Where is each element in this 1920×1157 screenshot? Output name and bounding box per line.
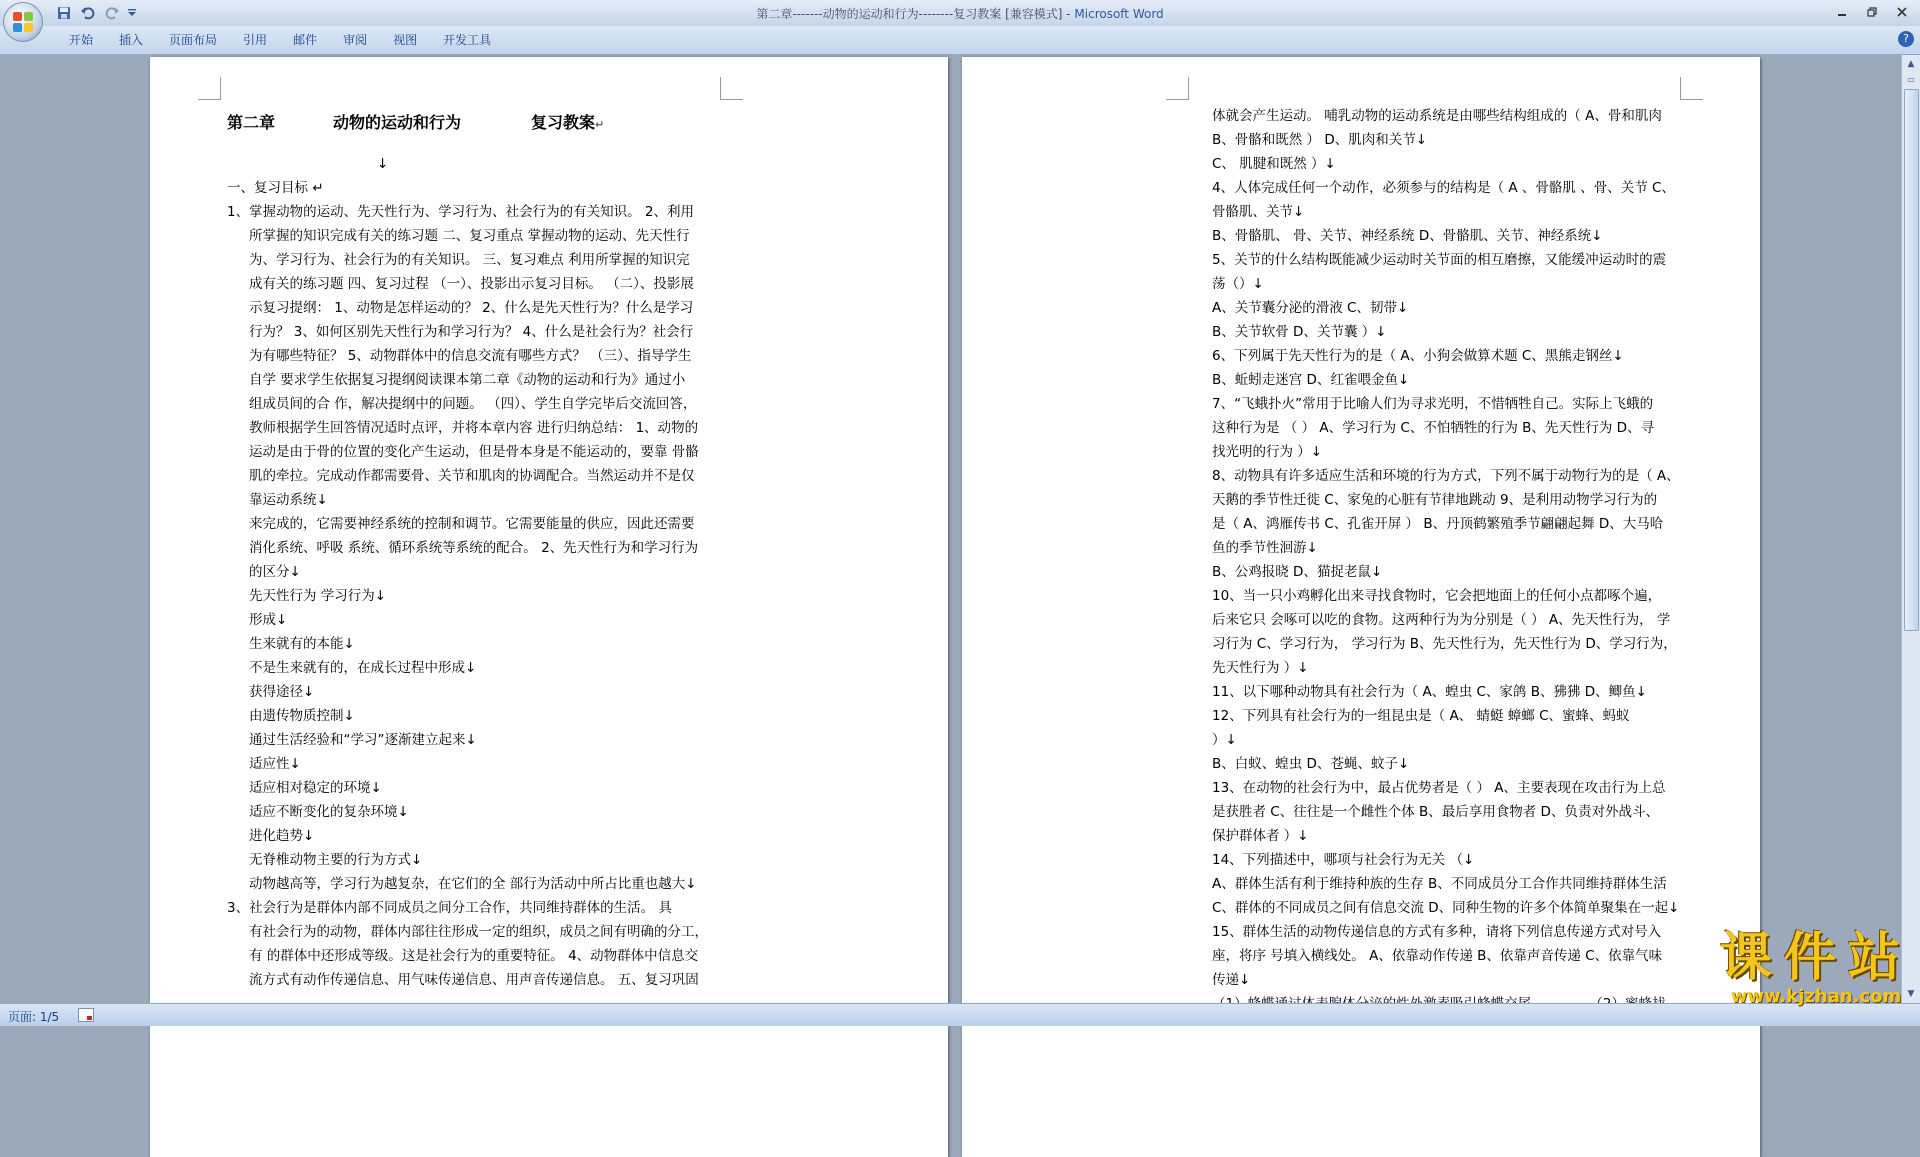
text-line: C、群体的不同成员之间有信息交流 D、同种生物的许多个体简单聚集在一起↓ — [1212, 900, 1680, 916]
text-line: 8、动物具有许多适应生活和环境的行为方式，下列不属于动物行为的是（ A、 — [1212, 468, 1680, 484]
document-heading: 第二章 动物的运动和行为 复习教案↵ — [227, 110, 708, 138]
window-controls — [1828, 2, 1916, 22]
text-line: 由遗传物质控制↓ — [249, 708, 355, 724]
text-line: 3、社会行为是群体内部不同成员之间分工合作，共同维持群体的生活。 具 — [227, 900, 672, 916]
text-line: 这种行为是 （ ） A、学习行为 C、不怕牺牲的行为 B、先天性行为 D、寻 — [1212, 420, 1655, 436]
text-line: 流方式有动作传递信息、用气味传递信息、用声音传递信息。 五、复习巩固 — [249, 972, 699, 988]
text-line: 靠运动系统↓ — [249, 492, 328, 508]
text-line: 找光明的行为 ）↓ — [1212, 444, 1323, 460]
text-line: A、关节囊分泌的滑液 C、韧带↓ — [1212, 300, 1409, 316]
tab-developer[interactable]: 开发工具 — [443, 33, 492, 47]
minimize-button[interactable] — [1828, 2, 1856, 22]
restore-icon — [1867, 7, 1877, 17]
text-line: 15、群体生活的动物传递信息的方式有多种，请将下列信息传递方式对号入 — [1212, 924, 1662, 940]
minimize-icon — [1837, 7, 1847, 17]
text-line: 10、当一只小鸡孵化出来寻找食物时，它会把地面上的任何小点都啄个遍， — [1212, 588, 1662, 604]
text-line: ↓ — [377, 156, 389, 172]
window-title — [0, 5, 1920, 22]
text-line: 进化趋势↓ — [249, 828, 315, 844]
scroll-up-button[interactable]: ▲ — [1907, 59, 1915, 69]
text-line: 消化系统、呼吸 系统、循环系统等系统的配合。 2、先天性行为和学习行为 — [249, 540, 699, 556]
office-button[interactable] — [3, 2, 43, 42]
text-line: 动物越高等，学习行为越复杂，在它们的全 部行为活动中所占比重也越大↓ — [249, 876, 697, 892]
office-logo-yellow-quadrant — [24, 23, 33, 32]
text-line: B、骨骼和既然 ） D、肌肉和关节↓ — [1212, 132, 1428, 148]
title-bar — [0, 0, 1920, 26]
text-line: 为、学习行为、社会行为的有关知识。 三、复习难点 利用所掌握的知识完 — [249, 252, 690, 268]
close-icon — [1897, 7, 1907, 17]
text-line: 有社会行为的动物，群体内部往往形成一定的组织，成员之间有明确的分工， — [249, 924, 708, 940]
proofing-status-icon[interactable] — [78, 1008, 94, 1022]
tab-mailings[interactable]: 邮件 — [293, 33, 318, 47]
margin-corner-top-right — [1680, 77, 1703, 100]
text-line: 适应性↓ — [249, 756, 301, 772]
tab-view[interactable]: 视图 — [393, 33, 418, 47]
text-line: 为有哪些特征？ 5、动物群体中的信息交流有哪些方式？ （三）、指导学生 — [249, 348, 692, 364]
text-line: 1、掌握动物的运动、先天性行为、学习行为、社会行为的有关知识。 2、利用 — [227, 204, 694, 220]
text-line: 体就会产生运动。 哺乳动物的运动系统是由哪些结构组成的（ A、骨和肌肉 — [1212, 108, 1662, 124]
text-line: 12、下列具有社会行为的一组昆虫是（ A、 蜻蜓 蟑螂 C、蜜蜂、蚂蚁 — [1212, 708, 1630, 724]
restore-button[interactable] — [1858, 2, 1886, 22]
ruler-toggle-button[interactable]: ▭ — [1907, 75, 1915, 84]
heading-type: 复习教案 — [531, 113, 596, 132]
vertical-scrollbar[interactable] — [1901, 55, 1920, 1003]
text-line: 生来就有的本能↓ — [249, 636, 355, 652]
margin-corner-top-right — [720, 77, 743, 100]
watermark-text: 课件站 — [1719, 928, 1912, 988]
text-line: 获得途径↓ — [249, 684, 315, 700]
text-line: 所掌握的知识完成有关的练习题 二、复习重点 掌握动物的运动、先天性行 — [249, 228, 690, 244]
text-line: 后来它只 会啄可以吃的食物。这两种行为为分别是（ ） A、先天性行为， 学 — [1212, 612, 1671, 628]
office-logo-green-quadrant — [24, 12, 33, 21]
text-line: 是（ A、鸿雁传书 C、孔雀开屏 ） B、丹顶鹤繁殖季节翩翩起舞 D、大马哈 — [1212, 516, 1664, 532]
text-line: 示复习提纲： 1、动物是怎样运动的？ 2、什么是先天性行为？什么是学习 — [249, 300, 694, 316]
page-1-text[interactable] — [227, 110, 708, 992]
text-line: 无脊椎动物主要的行为方式↓ — [249, 852, 423, 868]
text-line: 的区分↓ — [249, 564, 301, 580]
text-line: 荡（）↓ — [1212, 276, 1264, 292]
text-line: 7、“飞蛾扑火”常用于比喻人们为寻求光明，不惜牺牲自己。实际上飞蛾的 — [1212, 396, 1654, 412]
tab-insert[interactable]: 插入 — [119, 33, 144, 47]
text-line: 组成员间的合 作，解决提纲中的问题。 （四）、学生自学完毕后交流回答， — [249, 396, 697, 412]
ribbon-tabs — [56, 30, 504, 50]
text-line: C、 肌腱和既然 ）↓ — [1212, 156, 1336, 172]
office-logo-red-quadrant — [13, 12, 22, 21]
page-2-text[interactable] — [1212, 104, 1680, 1016]
status-page-number[interactable]: 页面: 1/5 — [8, 1010, 60, 1024]
text-line: 13、在动物的社会行为中，最占优势者是（ ） A、主要表现在攻击行为上总 — [1212, 780, 1666, 796]
text-line: 教师根据学生回答情况适时点评，并将本章内容 进行归纳总结： 1、动物的 — [249, 420, 699, 436]
scrollbar-thumb[interactable] — [1904, 89, 1919, 631]
text-line: 鱼的季节性洄游↓ — [1212, 540, 1318, 556]
margin-corner-top-left — [198, 77, 221, 100]
status-bar — [0, 1003, 1920, 1026]
text-line: B、白蚁、蝗虫 D、苍蝇、蚊子↓ — [1212, 756, 1410, 772]
office-logo-blue-quadrant — [13, 23, 22, 32]
text-line: 骨骼肌、关节↓ — [1212, 204, 1305, 220]
text-line: 适应相对稳定的环境↓ — [249, 780, 382, 796]
text-line: 成有关的练习题 四、复习过程 （一）、投影出示复习目标。 （二）、投影展 — [249, 276, 694, 292]
scroll-down-button[interactable]: ▼ — [1907, 989, 1915, 999]
watermark-url: www.kjzhan.com — [1730, 986, 1902, 1007]
text-line: 不是生来就有的，在成长过程中形成↓ — [249, 660, 477, 676]
help-icon: ? — [1903, 32, 1909, 45]
site-watermark — [1720, 928, 1912, 1007]
text-line: 4、人体完成任何一个动作，必须参与的结构是（ A 、骨骼肌 、骨、关节 C、 — [1212, 180, 1675, 196]
text-line: 有 的群体中还形成等级。这是社会行为的重要特征。 4、动物群体中信息交 — [249, 948, 699, 964]
tab-page-layout[interactable]: 页面布局 — [169, 33, 218, 47]
text-line: 6、下列属于先天性行为的是（ A、小狗会做算术题 C、黑熊走钢丝↓ — [1212, 348, 1624, 364]
tab-review[interactable]: 审阅 — [343, 33, 368, 47]
text-line: 传递↓ — [1212, 972, 1251, 988]
text-line: 天鹅的季节性迁徙 C、家兔的心脏有节律地跳动 9、是利用动物学习行为的 — [1212, 492, 1658, 508]
text-line: 运动是由于骨的位置的变化产生运动，但是骨本身是不能运动的，要靠 骨骼 — [249, 444, 699, 460]
document-area[interactable] — [0, 55, 1902, 1003]
document-page-1[interactable] — [150, 57, 948, 1157]
help-button[interactable] — [1898, 31, 1914, 47]
office-logo-icon — [13, 12, 33, 32]
text-line: 5、关节的什么结构既能减少运动时关节面的相互磨擦，又能缓冲运动时的震 — [1212, 252, 1667, 268]
ribbon-tab-bar — [0, 26, 1920, 55]
text-line: 保护群体者 ）↓ — [1212, 828, 1309, 844]
text-line: ）↓ — [1212, 732, 1237, 748]
text-line: 适应不断变化的复杂环境↓ — [249, 804, 409, 820]
text-line: 是获胜者 C、往往是一个雌性个体 B、最后享用食物者 D、负责对外战斗、 — [1212, 804, 1659, 820]
margin-corner-top-left — [1166, 77, 1189, 100]
close-button[interactable] — [1888, 2, 1916, 22]
text-line: A、群体生活有利于维持种族的生存 B、不同成员分工合作共同维持群体生活 — [1212, 876, 1667, 892]
tab-home[interactable]: 开始 — [69, 33, 94, 47]
text-line: 11、以下哪种动物具有社会行为（ A、蝗虫 C、家鸽 B、狒狒 D、鲫鱼↓ — [1212, 684, 1647, 700]
text-line: 通过生活经验和“学习”逐渐建立起来↓ — [249, 732, 477, 748]
text-line: B、骨骼肌、 骨、关节、神经系统 D、骨骼肌、关节、神经系统↓ — [1212, 228, 1603, 244]
heading-chapter: 第二章 — [227, 113, 276, 132]
heading-topic: 动物的运动和行为 — [333, 113, 462, 132]
text-line: 形成↓ — [249, 612, 288, 628]
text-line: 习行为 C、学习行为， 学习行为 B、先天性行为，先天性行为 D、学习行为， — [1212, 636, 1677, 652]
document-page-2[interactable] — [962, 57, 1760, 1157]
application-name: Microsoft Word — [1074, 7, 1164, 21]
text-line: 座，将序 号填入横线处。 A、依靠动作传递 B、依靠声音传递 C、依靠气味 — [1212, 948, 1663, 964]
tab-references[interactable]: 引用 — [243, 33, 268, 47]
text-line: B、关节软骨 D、关节囊 ）↓ — [1212, 324, 1387, 340]
text-line: 一、复习目标 ↵ — [227, 180, 324, 196]
text-line: 行为？ 3、如何区别先天性行为和学习行为？ 4、什么是社会行为？社会行 — [249, 324, 694, 340]
text-line: 肌的牵拉。完成动作都需要骨、关节和肌肉的协调配合。当然运动并不是仅 — [249, 468, 695, 484]
text-line: 14、下列描述中，哪项与社会行为无关 （↓ — [1212, 852, 1475, 868]
document-name: 第二章-------动物的运动和行为--------复习教案 [兼容模式] - — [756, 7, 1075, 21]
text-line: B、蚯蚓走迷宫 D、红雀喂金鱼↓ — [1212, 372, 1410, 388]
text-line: 先天性行为 学习行为↓ — [249, 588, 387, 604]
text-line: 来完成的，它需要神经系统的控制和调节。它需要能量的供应，因此还需要 — [249, 516, 695, 532]
text-line: B、公鸡报晓 D、猫捉老鼠↓ — [1212, 564, 1383, 580]
text-line: 自学 要求学生依据复习提纲阅读课本第二章《动物的运动和行为》通过小 — [249, 372, 686, 388]
text-line: 先天性行为 ）↓ — [1212, 660, 1309, 676]
